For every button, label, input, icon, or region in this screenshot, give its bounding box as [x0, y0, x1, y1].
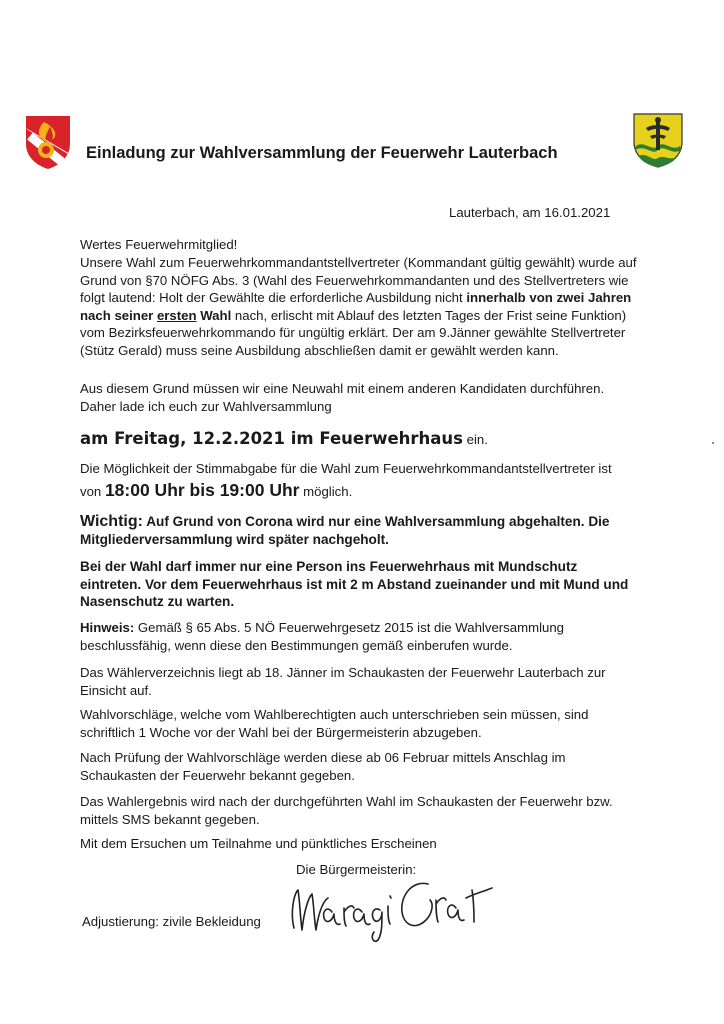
vote-time-prefix: von	[80, 484, 105, 499]
paragraph-bold-a: innerhalb von zwei Jahren nach seiner	[80, 290, 632, 323]
place-date: Lauterbach, am 16.01.2021	[449, 205, 611, 220]
signer-role: Die Bürgermeisterin:	[296, 862, 417, 877]
paragraph-bold-underlined: ersten	[156, 307, 197, 323]
vote-time-suffix: möglich.	[299, 484, 353, 499]
fire-brigade-emblem-icon	[24, 114, 72, 170]
document-title: Einladung zur Wahlversammlung der Feuerwehr Lauterbach	[86, 144, 558, 162]
scan-speck	[712, 442, 714, 444]
paragraph-bold-b: Wahl	[196, 307, 232, 323]
vote-time-range: 18:00 Uhr bis 19:00 Uhr	[104, 480, 300, 500]
important-text: Auf Grund von Corona wird nur eine Wahlversammlung abgehalten. Die Mitgliederversammlung wird später nachgeholt.	[80, 514, 610, 547]
meeting-line	[80, 428, 640, 451]
important-notice	[80, 513, 640, 548]
hint-label: Hinweis:	[80, 620, 135, 635]
important-label: Wichtig:	[80, 513, 143, 530]
meeting-suffix: ein.	[463, 432, 488, 447]
dress-code: Adjustierung: zivile Bekleidung	[82, 914, 261, 929]
voter-register-paragraph: Das Wählerverzeichnis liegt ab 18. Jänner im Schaukasten der Feuerwehr Lauterbach zur Einsicht auf.	[80, 665, 606, 698]
greeting: Wertes Feuerwehrmitglied!	[80, 237, 238, 252]
result-paragraph: Das Wahlergebnis wird nach der durchgeführten Wahl im Schaukasten der Feuerwehr bzw. mittels SMS bekannt gegeben.	[80, 794, 613, 827]
proposals-paragraph: Wahlvorschläge, welche vom Wahlberechtigten auch unterschrieben sein müssen, sind schriftlich 1 Woche vor der Wahl bei der Bürgermeisterin abzugeben.	[80, 707, 589, 740]
entry-rules: Bei der Wahl darf immer nur eine Person ins Feuerwehrhaus mit Mundschutz eintreten. Vor dem Feuerwehrhaus ist mit 2 m Abstand zueinander und mit Mund und Nasenschutz zu warten.	[80, 559, 629, 609]
closing-line: Mit dem Ersuchen um Teilnahme und pünktliches Erscheinen	[80, 836, 437, 851]
hint-paragraph	[80, 619, 640, 654]
municipal-coat-of-arms-icon	[632, 112, 684, 168]
vote-intro: Die Möglichkeit der Stimmabgabe für die Wahl zum Feuerwehrkommandantstellvertreter ist	[80, 461, 612, 476]
meeting-date-place: am Freitag, 12.2.2021 im Feuerwehrhaus	[80, 429, 463, 448]
paragraph-text-a: Unsere Wahl zum Feuerwehrkommandantstellvertreter (Kommandant gültig gewählt) wurde auf Grund von §70 NÖFG Abs. 3 (Wahl des Feuerwehrkommandanten und des Stellvertreters wie folgt lautend: Holt der Gewählte die erforderliche Ausbildung nicht	[80, 255, 637, 305]
paragraph-election-reason	[80, 254, 640, 359]
vote-time-line	[80, 479, 640, 503]
paragraph-new-election: Aus diesem Grund müssen wir eine Neuwahl mit einem anderen Kandidaten durchführen. Daher lade ich euch zur Wahlversammlung	[80, 381, 605, 414]
review-paragraph: Nach Prüfung der Wahlvorschläge werden diese ab 06 Februar mittels Anschlag im Schaukasten der Feuerwehr bekannt gegeben.	[80, 750, 566, 783]
hint-text: Gemäß § 65 Abs. 5 NÖ Feuerwehrgesetz 2015 ist die Wahlversammlung beschlussfähig, wenn diese den Bestimmungen gemäß einberufen wurde.	[80, 620, 564, 653]
handwritten-signature-icon	[288, 872, 498, 944]
paragraph-text-b: nach, erlischt mit Ablauf des letzten Tages der Frist seine Funktion) vom Bezirksfeuerwehrkommando für ungültig erklärt. Der am 9.Jänner gewählte Stellvertreter (Stütz Gerald) muss seine Ausbildung abschließen damit er gewählt werden kann.	[80, 307, 627, 358]
